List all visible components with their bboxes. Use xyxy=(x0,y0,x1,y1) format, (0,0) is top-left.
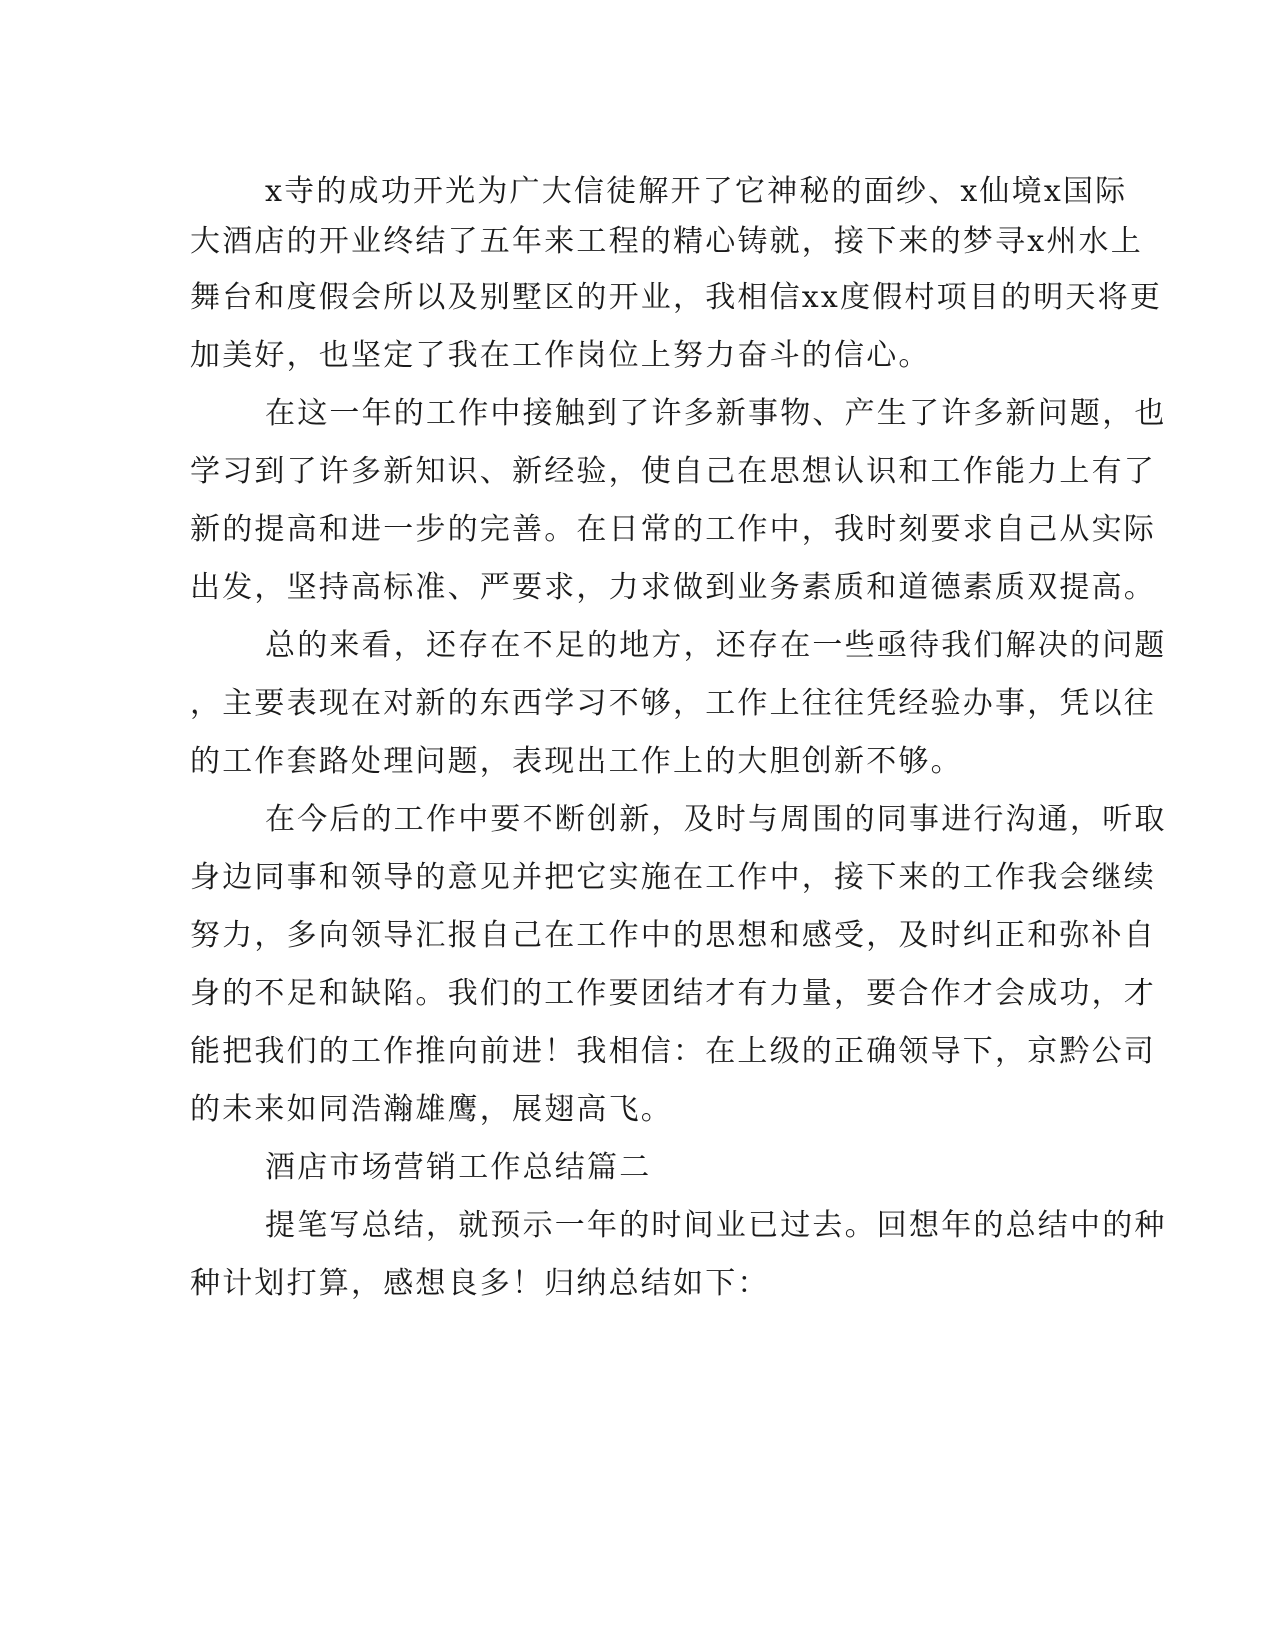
paragraph-line: 出发，坚持高标准、严要求，力求做到业务素质和道德素质双提高。 xyxy=(190,570,1156,605)
paragraph-line: ，主要表现在对新的东西学习不够，工作上往往凭经验办事，凭以往 xyxy=(190,686,1156,721)
paragraph-line: 在今后的工作中要不断创新，及时与周围的同事进行沟通，听取 xyxy=(265,802,1167,837)
paragraph-line: 身的不足和缺陷。我们的工作要团结才有力量，要合作才会成功，才 xyxy=(190,976,1156,1011)
paragraph-line: 学习到了许多新知识、新经验，使自己在思想认识和工作能力上有了 xyxy=(190,454,1156,489)
paragraph-line: 提笔写总结，就预示一年的时间业已过去。回想年的总结中的种 xyxy=(265,1208,1167,1243)
paragraph-line: 的工作套路处理问题，表现出工作上的大胆创新不够。 xyxy=(190,744,963,779)
paragraph-line: 身边同事和领导的意见并把它实施在工作中，接下来的工作我会继续 xyxy=(190,860,1156,895)
paragraph-line: 总的来看，还存在不足的地方，还存在一些亟待我们解决的问题 xyxy=(265,628,1167,663)
paragraph-line: x寺的成功开光为广大信徒解开了它神秘的面纱、x仙境x国际 xyxy=(265,174,1128,209)
paragraph-line: 新的提高和进一步的完善。在日常的工作中，我时刻要求自己从实际 xyxy=(190,512,1156,547)
paragraph-line: 努力，多向领导汇报自己在工作中的思想和感受，及时纠正和弥补自 xyxy=(190,918,1156,953)
paragraph-line: 大酒店的开业终结了五年来工程的精心铸就，接下来的梦寻x州水上 xyxy=(190,224,1143,259)
paragraph-line: 能把我们的工作推向前进！我相信：在上级的正确领导下，京黔公司 xyxy=(190,1034,1156,1069)
paragraph-line: 种计划打算，感想良多！归纳总结如下： xyxy=(190,1266,770,1301)
paragraph-line: 舞台和度假会所以及别墅区的开业，我相信xx度假村项目的明天将更 xyxy=(190,280,1163,315)
section-heading: 酒店市场营销工作总结篇二 xyxy=(265,1150,652,1185)
paragraph-line: 加美好，也坚定了我在工作岗位上努力奋斗的信心。 xyxy=(190,338,931,373)
paragraph-line: 的未来如同浩瀚雄鹰，展翅高飞。 xyxy=(190,1092,673,1127)
paragraph-line: 在这一年的工作中接触到了许多新事物、产生了许多新问题，也 xyxy=(265,396,1167,431)
